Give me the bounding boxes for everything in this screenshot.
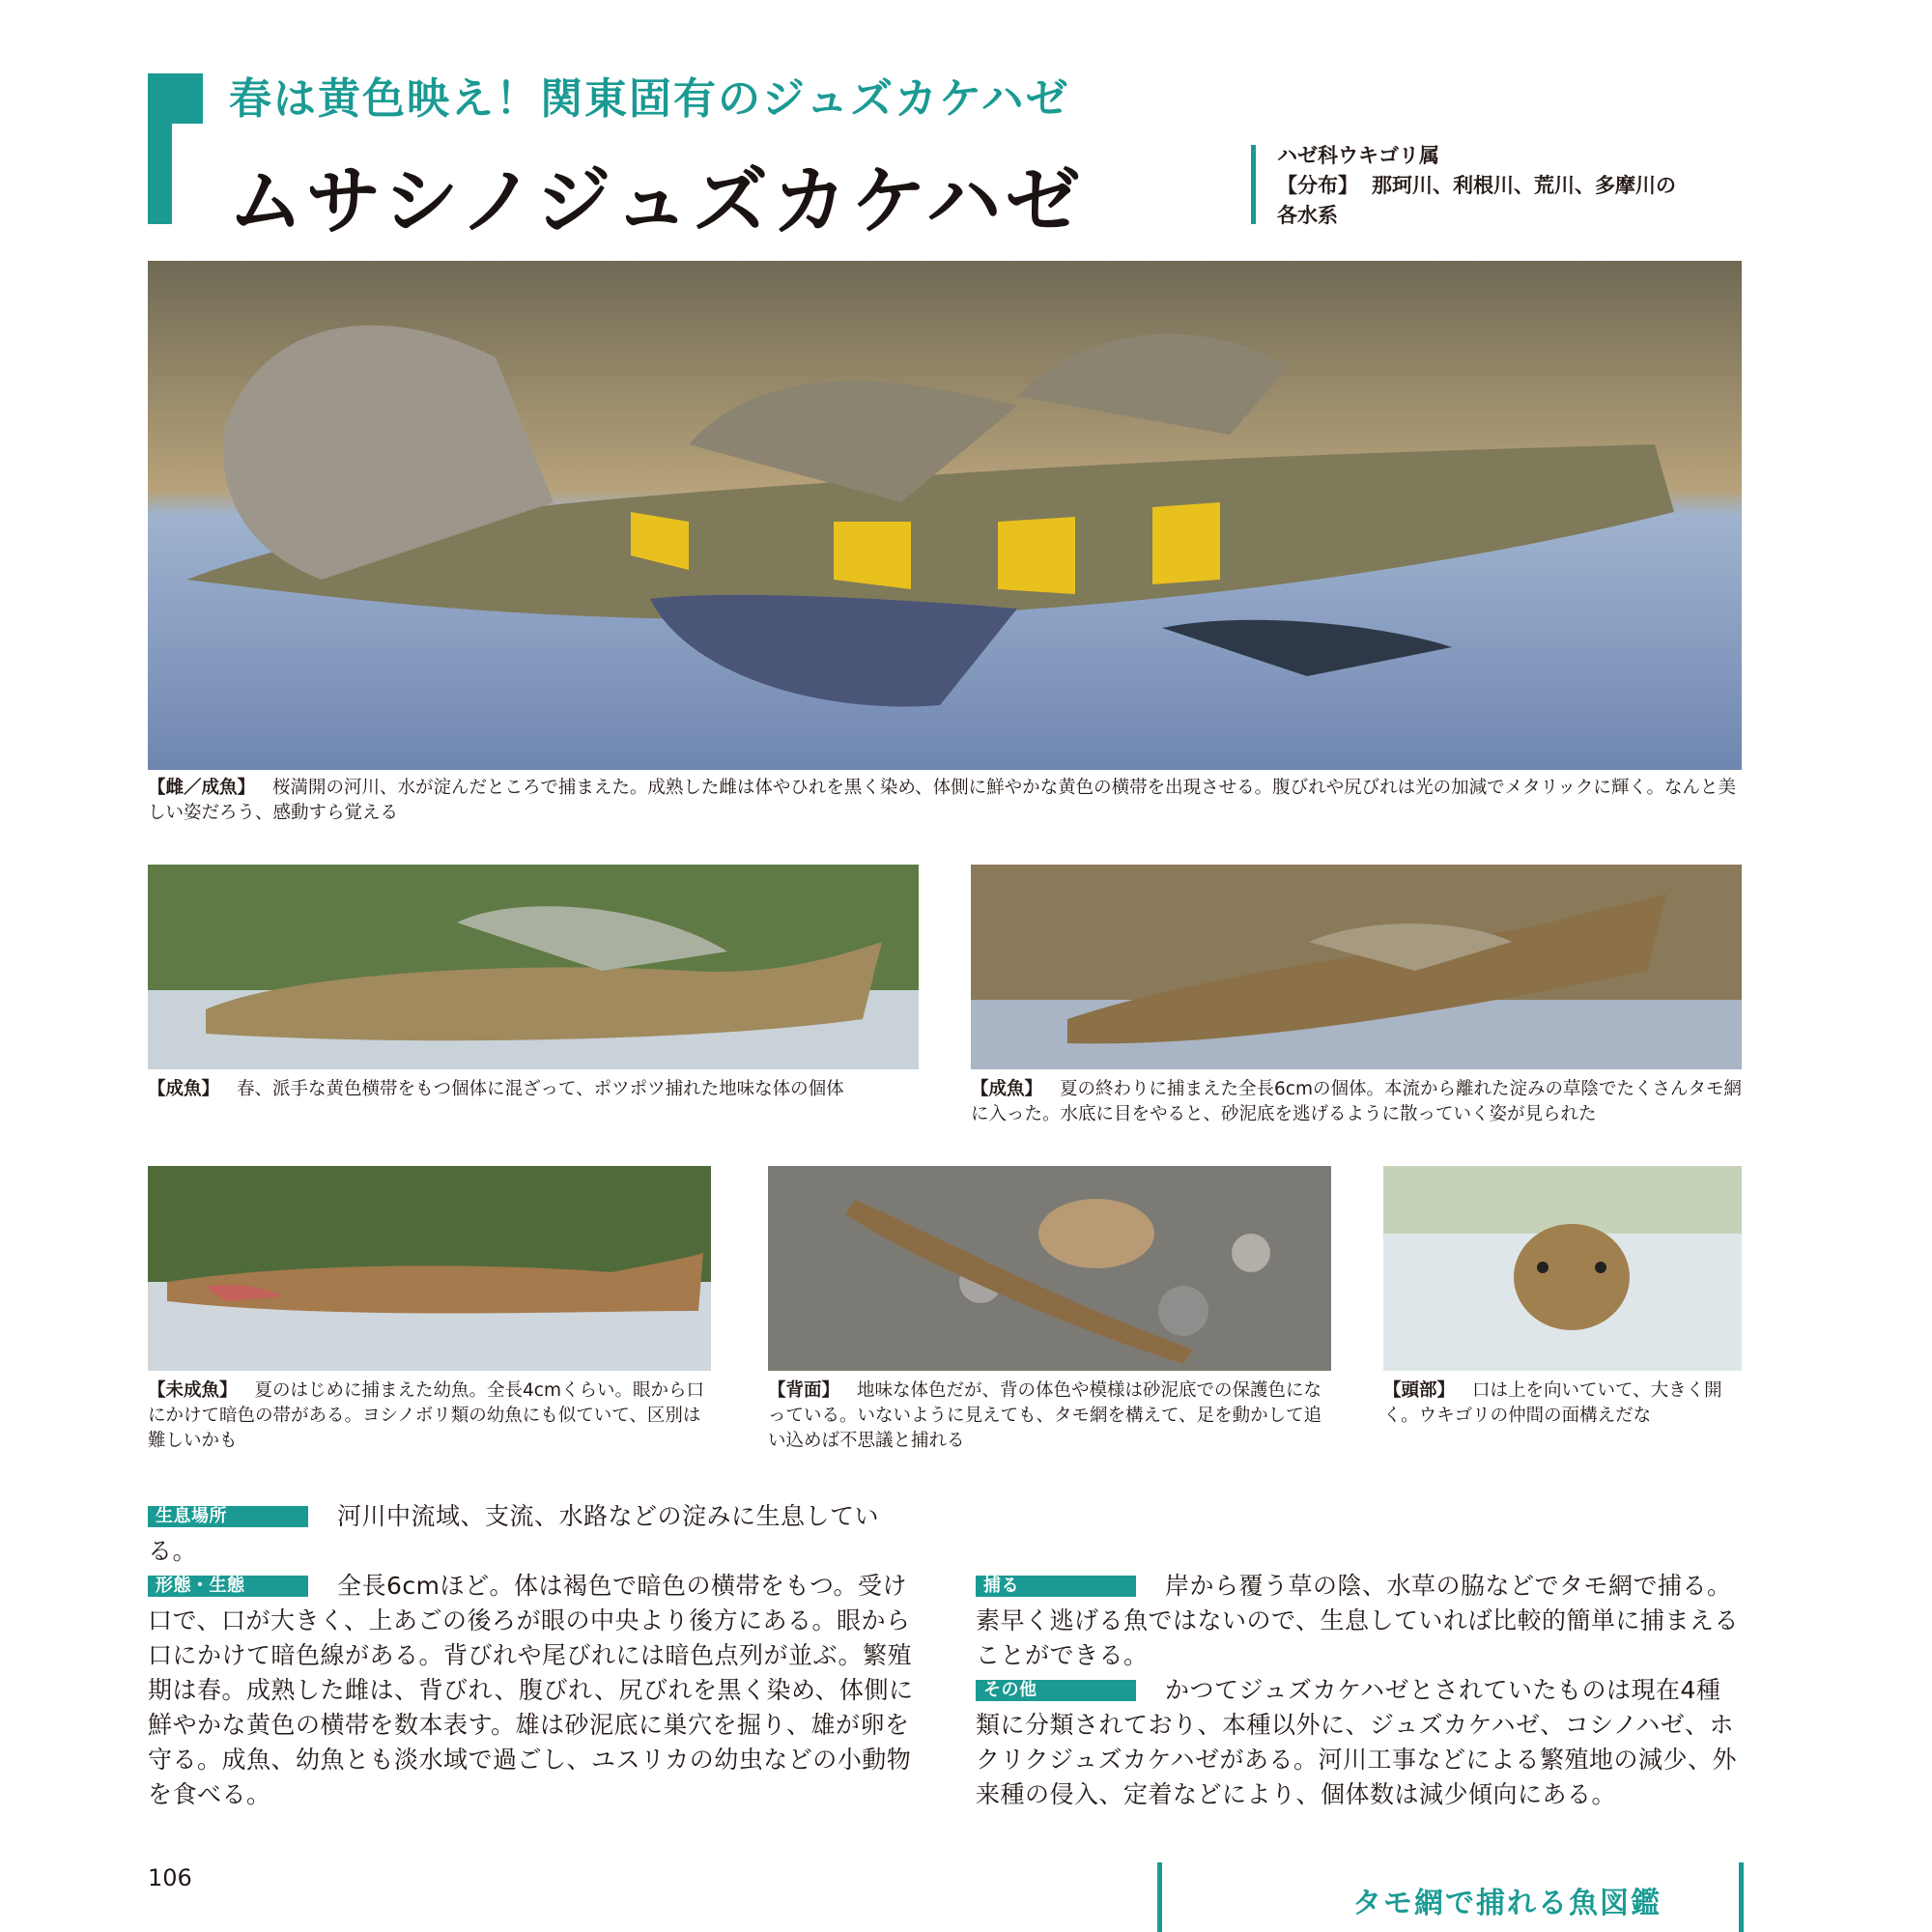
- photo-juvenile: [148, 1166, 711, 1371]
- caption-label: 【未成魚】: [148, 1380, 238, 1401]
- book-title: タモ網で捕れる魚図鑑: [1352, 1887, 1662, 1920]
- caption-text: 地味な体色だが、背の体色や模様は砂泥底での保護色になっている。いないように見えても、タモ網を構えて、足を動かして追い込めば不思議と捕れる: [768, 1380, 1322, 1451]
- caption-label: 【頭部】: [1383, 1380, 1456, 1401]
- body-left-column: [148, 1499, 916, 1812]
- caption-text: 桜満開の河川、水が淀んだところで捕まえた。成熟した雌は体やひれを黒く染め、体側に鮮やかな黄色の横帯を出現させる。腹びれや尻びれは光の加減でメタリックに輝く。なんと美しい姿だろう、感動すら覚える: [148, 778, 1736, 823]
- caption-head: [1383, 1378, 1742, 1429]
- meta-divider: [1251, 145, 1256, 224]
- caption-label: 【成魚】: [971, 1079, 1043, 1099]
- caption-text: 春、派手な黄色横帯をもつ個体に混ざって、ポツポツ捕れた地味な体の個体: [237, 1079, 844, 1099]
- text-morphology: 全長6cmほど。体は褐色で暗色の横帯をもつ。受け口で、口が大きく、上あごの後ろが眼の中央より後方にある。眼から口にかけて暗色線がある。背びれや尾びれには暗色点列が並ぶ。繁殖期は春。成熟した雌は、背びれ、腹びれ、尻びれを黒く染め、体側に鮮やかな黄色の横帯を数本表す。雄は砂泥底に巣穴を掘り、雄が卵を守る。成魚、幼魚とも淡水域で過ごし、ユスリカの幼虫などの小動物を食べる。: [148, 1572, 914, 1808]
- section-morphology: [148, 1569, 916, 1812]
- header-accent-tab: [172, 73, 203, 124]
- text-habitat: 河川中流域、支流、水路などの淀みに生息している。: [148, 1502, 880, 1565]
- label-catch: 捕る: [976, 1576, 1136, 1597]
- caption-text: 夏のはじめに捕まえた幼魚。全長4cmくらい。眼から口にかけて暗色の帯がある。ヨシノボリ類の幼魚にも似ていて、区別は難しいかも: [148, 1380, 704, 1451]
- photo-adult-plain: [148, 865, 919, 1069]
- caption-dorsal: [768, 1378, 1331, 1454]
- family-text: ハゼ科ウキゴリ属: [1277, 144, 1439, 167]
- page-title: ムサシノジュズカケハゼ: [228, 158, 1085, 245]
- section-habitat: [148, 1499, 916, 1569]
- distribution-text-2: 各水系: [1277, 204, 1338, 227]
- caption-label: 【背面】: [768, 1380, 840, 1401]
- page-number: 106: [148, 1864, 192, 1891]
- section-catch: [976, 1569, 1744, 1673]
- footer-divider-left: [1157, 1862, 1162, 1932]
- caption-adult-plain: [148, 1077, 919, 1102]
- label-habitat: 生息場所: [148, 1506, 308, 1527]
- body-right-column: [976, 1569, 1744, 1812]
- distribution-label: 【分布】: [1277, 174, 1358, 197]
- caption-text: 夏の終わりに捕まえた全長6cmの個体。本流から離れた淀みの草陰でたくさんタモ網に入った。水底に目をやると、砂泥底を逃げるように散っていく姿が見られた: [971, 1079, 1742, 1124]
- photo-dorsal: [768, 1166, 1331, 1371]
- species-meta: [1277, 141, 1779, 231]
- caption-text: 口は上を向いていて、大きく開く。ウキゴリの仲間の面構えだな: [1383, 1380, 1722, 1426]
- distribution-line: [1277, 171, 1779, 201]
- header-accent-bar: [148, 73, 172, 224]
- distribution-text: 那珂川、利根川、荒川、多摩川の: [1372, 174, 1676, 197]
- section-other: [976, 1673, 1744, 1812]
- caption-label: 【雌／成魚】: [148, 778, 256, 798]
- photo-head: [1383, 1166, 1742, 1371]
- caption-juvenile: [148, 1378, 711, 1454]
- text-catch: 岸から覆う草の陰、水草の脇などでタモ網で捕る。素早く逃げる魚ではないので、生息していれば比較的簡単に捕まえることができる。: [976, 1572, 1740, 1669]
- text-other: かつてジュズカケハゼとされていたものは現在4種類に分類されており、本種以外に、ジュズカケハゼ、コシノハゼ、ホクリクジュズカケハゼがある。河川工事などによる繁殖地の減少、外来種の侵入、定着などにより、個体数は減少傾向にある。: [976, 1676, 1738, 1808]
- caption-label: 【成魚】: [148, 1079, 220, 1099]
- label-other: その他: [976, 1680, 1136, 1701]
- caption-main: [148, 776, 1742, 826]
- caption-adult-summer: [971, 1077, 1742, 1127]
- footer-divider-right: [1739, 1862, 1744, 1932]
- page-subtitle: 春は黄色映え！関東固有のジュズカケハゼ: [229, 74, 1070, 124]
- main-photo-female-adult: [148, 261, 1742, 770]
- photo-adult-summer: [971, 865, 1742, 1069]
- label-morphology: 形態・生態: [148, 1576, 308, 1597]
